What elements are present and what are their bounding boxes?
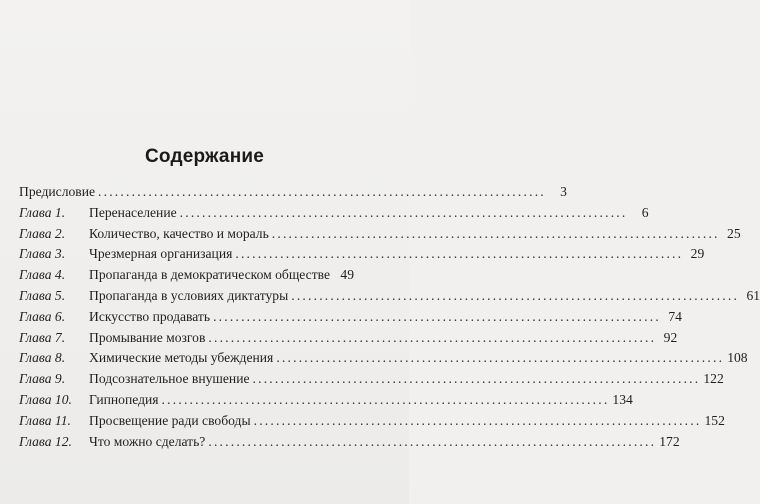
page-number: 6	[641, 204, 649, 220]
toc-entry	[19, 203, 649, 224]
table-of-contents	[19, 182, 760, 452]
dot-leader: ................................................................................	[271, 225, 720, 241]
entry-title: Чрезмерная организация	[89, 246, 233, 262]
dot-leader: ................................................................................	[208, 433, 657, 449]
page-number: 92	[663, 329, 678, 345]
toc-entry	[19, 369, 724, 390]
entry-title: Что можно сделать?	[89, 433, 206, 449]
entry-title: Количество, качество и мораль	[89, 225, 269, 241]
dot-leader: ................................................................................	[98, 184, 546, 199]
entry-title: Химические методы убеждения	[89, 350, 274, 366]
toc-entry	[19, 265, 355, 286]
chapter-label: Глава 9.	[19, 371, 66, 387]
entry-title: Перенаселение	[89, 204, 177, 220]
entry-title: Гипнопедия	[89, 391, 159, 407]
chapter-label: Глава 12.	[19, 433, 72, 449]
page-number: 25	[727, 225, 741, 241]
chapter-label: Глава 2.	[19, 225, 66, 241]
page-number: 134	[612, 391, 633, 407]
dot-leader: ................................................................................	[235, 246, 684, 262]
entry-title: Просвещение ради свободы	[89, 412, 251, 428]
dot-leader: ................................................................................	[291, 287, 740, 303]
chapter-label: Глава 8.	[19, 350, 66, 366]
chapter-label: Глава 4.	[19, 267, 66, 283]
toc-entry	[19, 286, 760, 307]
dot-leader: ................................................................................	[252, 371, 701, 387]
dot-leader: ................................................................................	[253, 412, 702, 428]
page-number: 152	[704, 412, 725, 428]
toc-entry	[19, 244, 705, 265]
toc-entry	[19, 224, 741, 245]
chapter-label: Глава 1.	[19, 204, 66, 220]
page-number: 3	[560, 184, 567, 199]
toc-entry	[19, 328, 678, 349]
chapter-label: Глава 7.	[19, 329, 66, 345]
toc-entry	[19, 432, 680, 453]
chapter-label: Глава 3.	[19, 246, 66, 262]
page-number: 74	[668, 308, 682, 324]
dot-leader: ................................................................................	[208, 329, 657, 345]
page-number: 61	[746, 287, 760, 303]
entry-title: Предисловие	[19, 184, 96, 199]
chapter-label: Глава 5.	[19, 287, 66, 303]
entry-title: Искусство продавать	[89, 308, 211, 324]
toc-entry	[19, 348, 748, 369]
page-number: 122	[703, 371, 724, 387]
page-number: 108	[727, 350, 748, 366]
chapter-label: Глава 10.	[19, 391, 72, 407]
entry-title: Подсознательное внушение	[89, 371, 250, 387]
page-number: 49	[340, 267, 355, 283]
dot-leader: ................................................................................	[179, 204, 628, 220]
toc-entry	[19, 182, 567, 203]
toc-entry	[19, 411, 725, 432]
page-title: Содержание	[144, 146, 265, 167]
dot-leader: ................................................................................	[276, 350, 725, 366]
dot-leader: ................................................................................	[213, 308, 661, 324]
entry-title: Пропаганда в демократическом обществе	[89, 267, 331, 283]
toc-entry	[19, 307, 682, 328]
chapter-label: Глава 11.	[19, 412, 71, 428]
page-number: 29	[690, 246, 705, 262]
dot-leader: ................................................................................	[161, 391, 610, 407]
page-number: 172	[659, 433, 680, 449]
chapter-label: Глава 6.	[19, 308, 66, 324]
toc-entry	[19, 390, 633, 411]
entry-title: Пропаганда в условиях диктатуры	[89, 287, 289, 303]
entry-title: Промывание мозгов	[89, 329, 206, 345]
